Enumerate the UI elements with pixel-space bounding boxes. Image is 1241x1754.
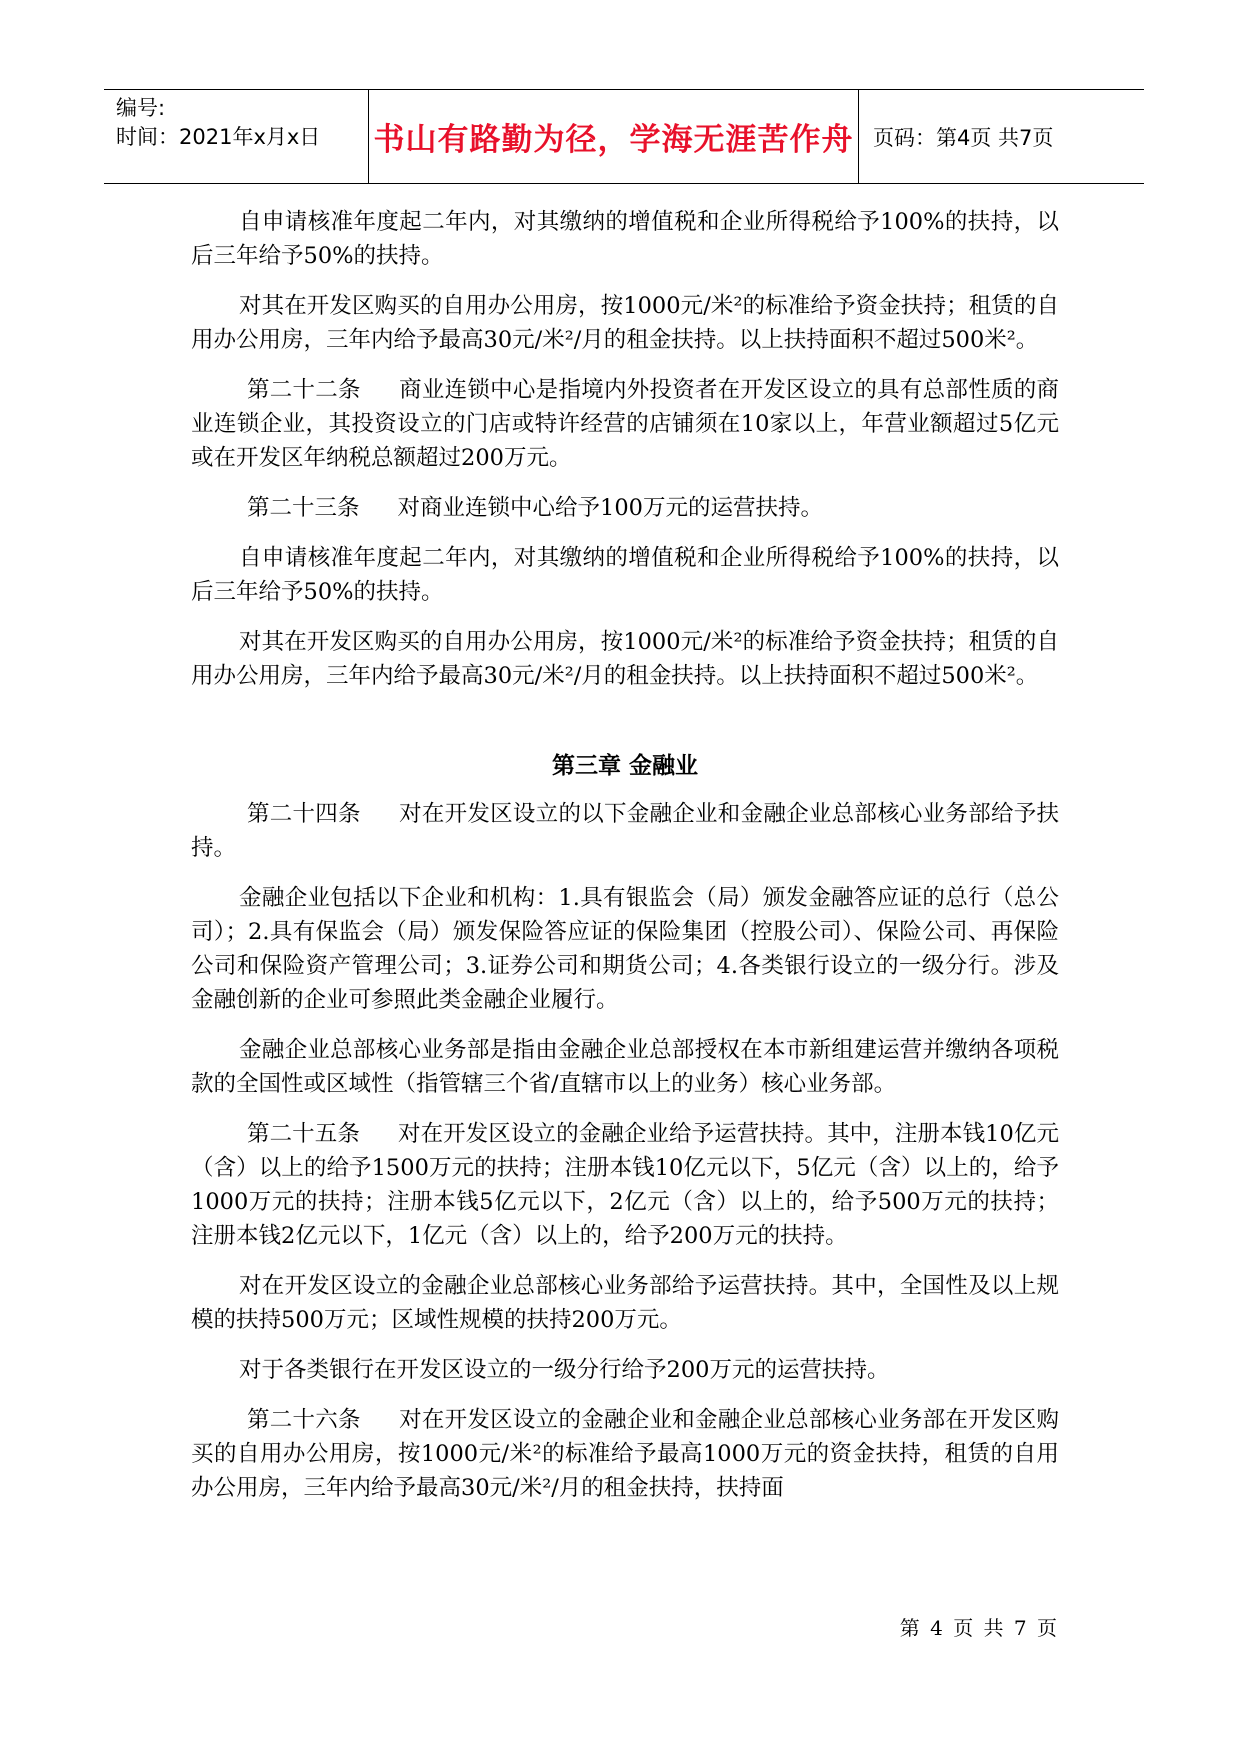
document-body: [191, 205, 1059, 1521]
article-number: 第二十五条: [247, 1121, 360, 1147]
page-header: [104, 89, 1144, 184]
article-text: 对商业连锁中心给予100万元的运营扶持。: [397, 495, 823, 521]
article-text: 对在开发区设立的金融企业和金融企业总部核心业务部在开发区购买的自用办公用房，按1000元/米²的标准给予最高1000万元的资金扶持，租赁的自用办公用房，三年内给予最高30元/米²/月的租金扶持，扶持面: [191, 1407, 1059, 1501]
paragraph: 对于各类银行在开发区设立的一级分行给予200万元的运营扶持。: [239, 1357, 890, 1383]
header-page-number: 页码：第4页 共7页: [873, 125, 1054, 150]
paragraph: 金融企业包括以下企业和机构：1.具有银监会（局）颁发金融答应证的总行（总公司）；2.具有保监会（局）颁发保险答应证的保险集团（控股公司）、保险公司、再保险公司和保险资产管理公司；3.证券公司和期货公司；4.各类银行设立的一级分行。涉及金融创新的企业可参照此类金融企业履行。: [191, 885, 1059, 1013]
article-number: 第二十三条: [247, 495, 360, 521]
article-paragraph: [191, 373, 1059, 475]
paragraph: 自申请核准年度起二年内，对其缴纳的增值税和企业所得税给予100%的扶持，以后三年给予50%的扶持。: [191, 545, 1059, 605]
article-text: 商业连锁中心是指境内外投资者在开发区设立的具有总部性质的商业连锁企业，其投资设立的门店或特许经营的店铺须在10家以上，年营业额超过5亿元或在开发区年纳税总额超过200万元。: [191, 377, 1059, 471]
article-paragraph: [191, 797, 1059, 865]
article-paragraph: [191, 491, 1059, 525]
paragraph: 金融企业总部核心业务部是指由金融企业总部授权在本市新组建运营并缴纳各项税款的全国性或区域性（指管辖三个省/直辖市以上的业务）核心业务部。: [191, 1037, 1059, 1097]
document-time: 时间：2021年x月x日: [116, 125, 321, 149]
paragraph: 自申请核准年度起二年内，对其缴纳的增值税和企业所得税给予100%的扶持，以后三年给予50%的扶持。: [191, 209, 1059, 269]
header-motto: 书山有路勤为径，学海无涯苦作舟: [369, 90, 859, 183]
page-footer: 第 4 页 共 7 页: [899, 1616, 1059, 1640]
article-text: 对在开发区设立的以下金融企业和金融企业总部核心业务部给予扶持。: [191, 801, 1059, 861]
article-number: 第二十六条: [247, 1407, 361, 1433]
paragraph: 对其在开发区购买的自用办公用房，按1000元/米²的标准给予资金扶持；租赁的自用办公用房，三年内给予最高30元/米²/月的租金扶持。以上扶持面积不超过500米²。: [191, 293, 1059, 353]
article-number: 第二十四条: [247, 801, 361, 827]
article-paragraph: [191, 1403, 1059, 1505]
chapter-heading: 第三章 金融业: [551, 752, 698, 779]
paragraph: 对其在开发区购买的自用办公用房，按1000元/米²的标准给予资金扶持；租赁的自用办公用房，三年内给予最高30元/米²/月的租金扶持。以上扶持面积不超过500米²。: [191, 629, 1059, 689]
header-meta: [104, 90, 369, 183]
article-paragraph: [191, 1117, 1059, 1253]
article-text: 对在开发区设立的金融企业给予运营扶持。其中，注册本钱10亿元（含）以上的给予1500万元的扶持；注册本钱10亿元以下，5亿元（含）以上的，给予1000万元的扶持；注册本钱5亿元以下，2亿元（含）以上的，给予500万元的扶持；注册本钱2亿元以下，1亿元（含）以上的，给予200万元的扶持。: [191, 1121, 1059, 1249]
article-number: 第二十二条: [247, 377, 361, 403]
document-number: 编号:: [116, 96, 166, 120]
paragraph: 对在开发区设立的金融企业总部核心业务部给予运营扶持。其中，全国性及以上规模的扶持500万元；区域性规模的扶持200万元。: [191, 1273, 1059, 1333]
